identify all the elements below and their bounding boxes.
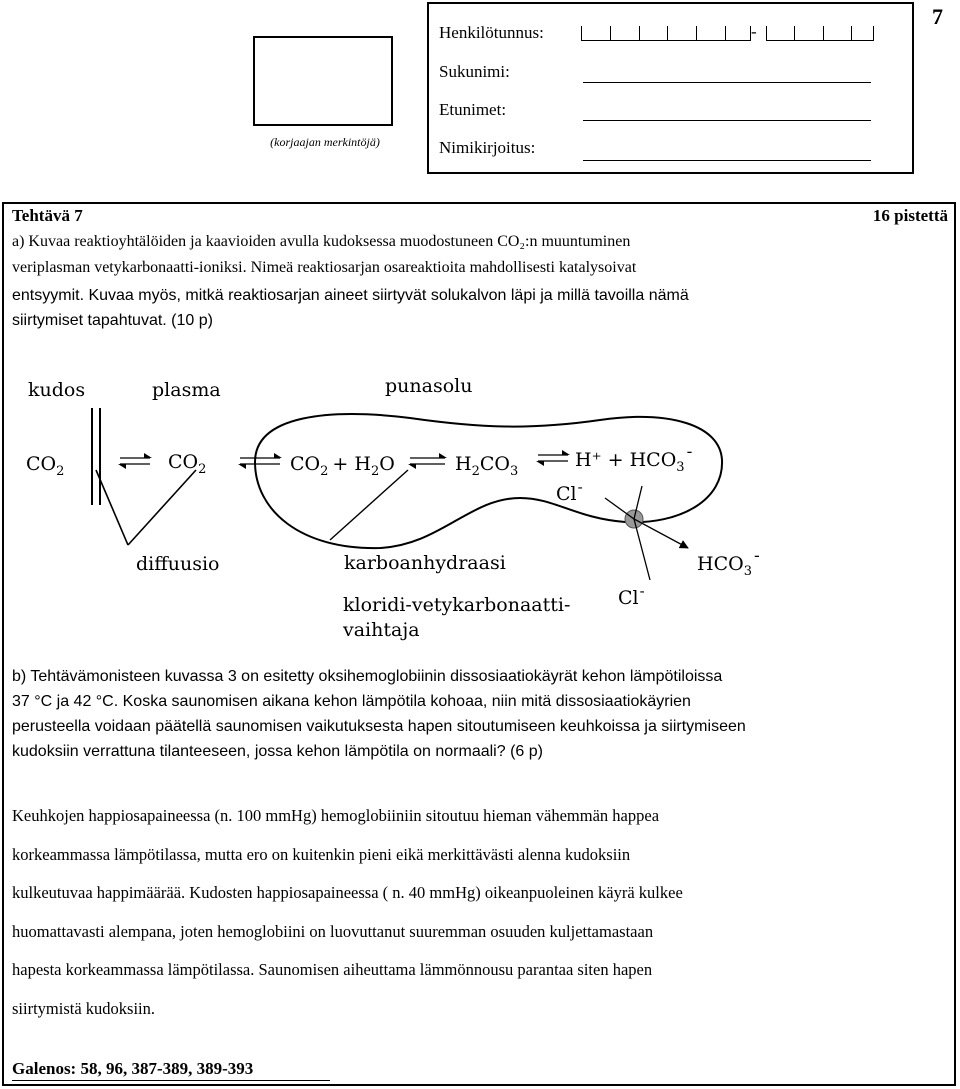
task-title: Tehtävä 7 [12, 206, 83, 225]
label-exchanger-1: kloridi-vetykarbonaatti- [343, 594, 571, 616]
task-points: 16 pistettä [872, 206, 948, 225]
id-dash: - [751, 22, 757, 41]
firstnames-label: Etunimet: [439, 100, 507, 119]
id-date-cells[interactable] [581, 40, 750, 41]
references-underline [12, 1080, 330, 1081]
references: Galenos: 58, 96, 387-389, 389-393 [12, 1059, 254, 1078]
part-b-line-4: kudoksiin verrattuna tilanteeseen, jossa kehon lämpötila on normaali? (6 p) [12, 743, 543, 760]
identification-box [427, 2, 914, 174]
hco3-plasma: $HCO_3-$ [697, 546, 760, 579]
signature-label: Nimikirjoitus: [439, 138, 536, 157]
answer-line-5: hapesta korkeammassa lämpötilassa. Saunomisen aiheuttama lämmönnousu parantaa siten hapen [12, 960, 653, 979]
id-suffix-cells[interactable] [766, 40, 873, 41]
h-plus-hco3: $H^+ + HCO_3-$ [575, 442, 693, 475]
surname-field[interactable] [583, 82, 871, 83]
equilibrium-arrow-4 [536, 450, 570, 466]
label-exchanger-2: vaihtaja [343, 619, 420, 641]
label-kudos: kudos [28, 379, 86, 401]
answer-line-6: siirtymistä kudoksiin. [12, 999, 156, 1018]
label-plasma: plasma [152, 379, 221, 401]
signature-field[interactable] [583, 160, 871, 161]
grader-note: (korjaajan merkintöjä) [270, 135, 380, 149]
part-a-line-2: veriplasman vetykarbonaatti-ioniksi. Nimeä reaktiosarjan osareaktioita mahdollisesti katalysoivat [12, 259, 637, 276]
chloride-plasma: Cl- [618, 582, 645, 609]
equilibrium-arrow-1 [118, 453, 152, 469]
part-a-line-3: entsyymit. Kuvaa myös, mitkä reaktiosarjan aineet siirtyvät solukalvon läpi ja millä tavoilla nämä [12, 287, 689, 304]
firstnames-field[interactable] [583, 120, 871, 121]
co2-h2o: $CO_2 + H_2O$ [290, 453, 395, 479]
part-b-line-2: 37 °C ja 42 °C. Koska saunomisen aikana kehon lämpötila kohoaa, niin mitä dissosiaatiokäyrien [12, 693, 691, 710]
answer-line-1: Keuhkojen happiosapaineessa (n. 100 mmHg) hemoglobiiniin sitoutuu hieman vähemmän happea [12, 806, 660, 825]
reaction-diagram [0, 360, 960, 650]
answer-line-4: huomattavasti alempana, joten hemoglobiini on luovuttanut suuremman osuuden kuljettamastaan [12, 922, 654, 941]
part-a-line-1: a) Kuvaa reaktioyhtälöiden ja kaavioiden avulla kudoksessa muodostuneen CO₂:n muuntuminen [12, 233, 631, 250]
diffusion-arrow [96, 470, 128, 545]
karboanhydraasi-arrow [330, 470, 408, 540]
co2-plasma: $CO_2$ [168, 451, 207, 477]
carbonic-acid: $H_2CO_3$ [455, 453, 519, 479]
page-number: 7 [932, 4, 943, 29]
label-punasolu: punasolu [385, 375, 473, 397]
part-b-line-3: perusteella voidaan päätellä saunomisen vaikutuksesta hapen sitoutumiseen keuhkoissa ja siirtymiseen [12, 718, 746, 735]
id-label: Henkilötunnus: [439, 23, 544, 42]
co2-tissue: $CO_2$ [26, 453, 65, 479]
equilibrium-arrow-3 [408, 453, 447, 469]
label-diffuusio: diffuusio [136, 553, 220, 575]
part-a-line-4: siirtymiset tapahtuvat. (10 p) [12, 312, 213, 329]
equilibrium-arrow-2 [238, 453, 282, 469]
chloride-inside: Cl- [556, 478, 583, 505]
label-karboanhydraasi: karboanhydraasi [344, 552, 506, 574]
surname-label: Sukunimi: [439, 62, 510, 81]
grader-marking-box [253, 36, 393, 126]
answer-line-2: korkeammassa lämpötilassa, mutta ero on kuitenkin pieni eikä merkittävästi alenna kudoksiin [12, 845, 631, 864]
answer-line-3: kulkeutuvaa happimäärää. Kudosten happiosapaineessa ( n. 40 mmHg) oikeanpuoleinen käyrä kulkee [12, 883, 683, 902]
part-b-line-1: b) Tehtävämonisteen kuvassa 3 on esitetty oksihemoglobiinin dissosiaatiokäyrät kehon lämpötiloissa [12, 668, 723, 685]
